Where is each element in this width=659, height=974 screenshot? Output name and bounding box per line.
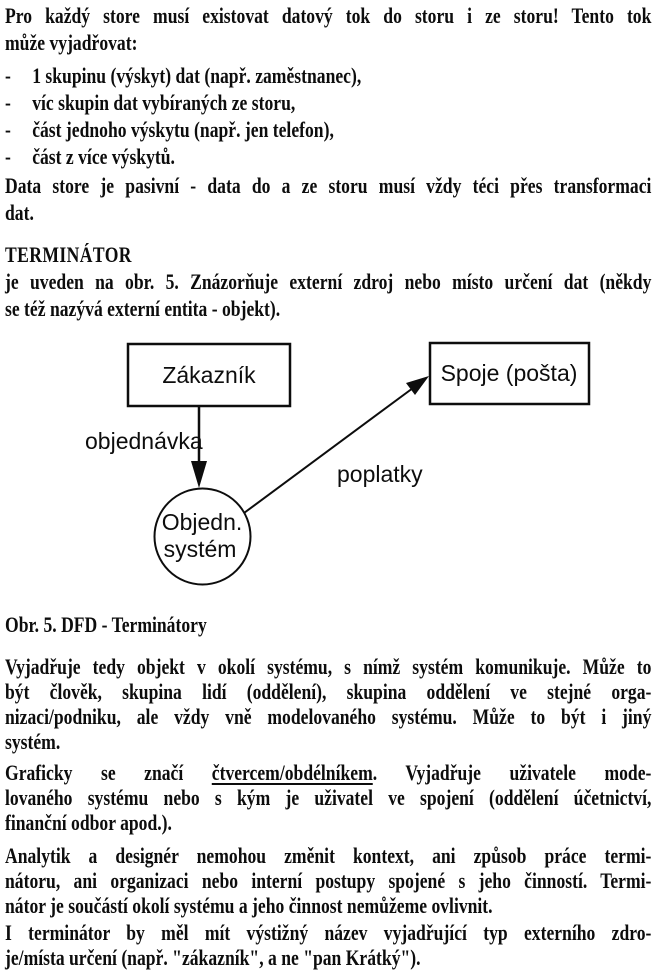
text-line: lovaného systému nebo s kým je uživatel ve spojení (oddělení účetnictví, (5, 785, 652, 810)
section-heading (5, 241, 651, 268)
text-line: Pro každý store musí existovat datový tok do storu i ze storu! Tento tok (5, 3, 652, 28)
text-line: je uveden na obr. 5. Znázorňuje externí zdroj nebo místo určení dat (někdy (5, 269, 652, 294)
figure-caption (5, 611, 651, 638)
underlined-term: čtvercem/obdélníkem (211, 760, 373, 785)
text-line: se též nazývá externí entita - objekt). (5, 296, 281, 321)
bullet-item (5, 89, 651, 116)
bullet-item (5, 143, 651, 170)
process-circle-label-line1: Objedn. (161, 509, 243, 535)
flow-arrowhead-poplatky (406, 376, 429, 395)
bullet-item (5, 116, 651, 143)
paragraph-data-store-passive (5, 172, 651, 226)
text-line: nátor je součástí okolí systému a jeho činnost nemůžeme ovlivnit. (5, 893, 493, 918)
flow-label-poplatky: poplatky (337, 461, 423, 487)
paragraph-graphics (5, 760, 651, 835)
paragraph-terminator-meaning (5, 654, 651, 754)
dfd-diagram-canvas (0, 323, 659, 611)
paragraph-naming (5, 920, 651, 970)
text-line: být člověk, skupina lidí (oddělení), skupina oddělení ve stejné orga- (5, 679, 652, 704)
flow-arrowhead-objednavka (191, 461, 207, 488)
caption-text: Obr. 5. DFD - Terminátory (5, 612, 207, 637)
paragraph-terminator-intro (5, 268, 651, 322)
flow-label-objednavka: objednávka (85, 428, 203, 454)
bullet-text: část z více výskytů. (32, 144, 175, 169)
terminator-box-zakaznik-label: Zákazník (162, 362, 256, 388)
bullet-item (5, 62, 651, 89)
paragraph-data-flow (5, 2, 651, 56)
paragraph-analyst (5, 843, 651, 918)
text-segment: . Vyjadřuje uživatele mode- (372, 760, 652, 785)
bullet-marker: - (5, 90, 11, 115)
text-line: dat. (5, 200, 34, 225)
bullet-text: víc skupin dat vybíraných ze storu, (32, 90, 296, 115)
process-circle-label-line2: systém (163, 536, 237, 562)
text-line: finanční odbor apod.). (5, 810, 172, 835)
bullet-list (5, 62, 651, 170)
bullet-text: část jednoho výskytu (např. jen telefon), (32, 117, 334, 142)
dfd-diagram (0, 323, 659, 611)
text-segment: Graficky se značí (5, 760, 212, 785)
text-line: Analytik a designér nemohou změnit kontext, ani způsob práce termi- (5, 843, 652, 868)
text-line: nátoru, ani organizaci nebo interní postupy spojené s jeho činností. Termi- (5, 868, 652, 893)
text-line: nizaci/podniku, ale vždy vně modelovaného systému. Může to být i jiný (5, 704, 652, 729)
terminator-box-spoje-label: Spoje (pošta) (440, 360, 578, 386)
bullet-marker: - (5, 144, 11, 169)
text-line: systém. (5, 729, 61, 754)
text-line: může vyjadřovat: (5, 30, 138, 55)
text-line: Data store je pasivní - data do a ze storu musí vždy téci přes transformaci (5, 173, 652, 198)
bullet-text: 1 skupinu (výskyt) dat (např. zaměstnanec), (32, 63, 362, 88)
bullet-marker: - (5, 63, 11, 88)
text-line: Vyjadřuje tedy objekt v okolí systému, s nímž systém komunikuje. Může to (5, 654, 652, 679)
text-line (5, 760, 651, 785)
heading-text: TERMINÁTOR (5, 242, 132, 267)
bullet-marker: - (5, 117, 11, 142)
text-line: je/místa určení (např. "zákazník", a ne "pan Krátký"). (5, 945, 421, 970)
text-line: I terminátor by měl mít výstižný název vyjadřující typ externího zdro- (5, 920, 652, 945)
